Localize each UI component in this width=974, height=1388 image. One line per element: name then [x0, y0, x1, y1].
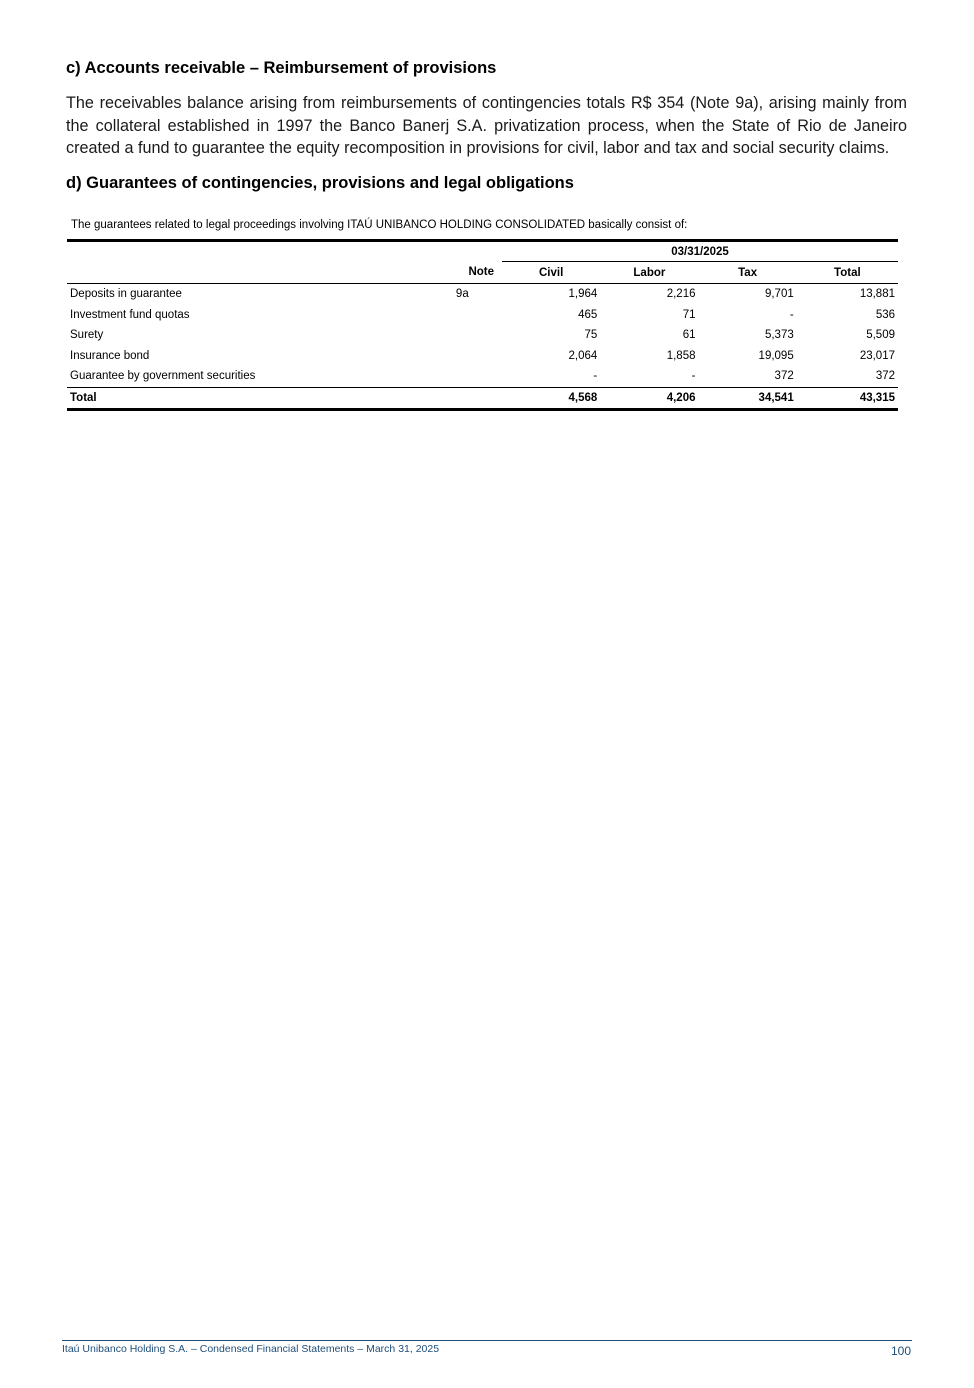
- row-tax: 372: [774, 370, 794, 383]
- table-header-row: [67, 262, 898, 284]
- row-total: 536: [875, 308, 895, 321]
- row-civil: 465: [578, 308, 598, 321]
- table-total-row: [67, 387, 898, 409]
- row-labor: 2,216: [666, 288, 696, 301]
- table-row: [67, 346, 898, 367]
- footer-divider: [62, 1340, 912, 1341]
- row-total: 13,881: [859, 288, 895, 301]
- page-number: 100: [890, 1344, 911, 1358]
- total-label: Total: [67, 387, 453, 409]
- row-tax: -: [789, 308, 794, 321]
- guarantees-table: [67, 239, 898, 411]
- row-civil: -: [593, 370, 598, 383]
- table-date-header: 03/31/2025: [502, 242, 898, 262]
- row-labor: 71: [682, 308, 696, 321]
- row-label: Investment fund quotas: [70, 308, 190, 321]
- row-total: 5,509: [866, 329, 895, 342]
- row-civil: 2,064: [568, 349, 598, 362]
- header-note: Note: [453, 262, 502, 284]
- table-row: [67, 305, 898, 326]
- row-civil: 1,964: [568, 288, 598, 301]
- table-row: [67, 284, 898, 305]
- total-note-blank: [453, 387, 502, 409]
- section-d-heading: d) Guarantees of contingencies, provisions and legal obligations: [66, 174, 574, 192]
- table-row: [67, 325, 898, 346]
- row-label: Insurance bond: [70, 349, 150, 362]
- header-total: Total: [797, 262, 898, 284]
- table-date-row: [67, 242, 898, 262]
- header-label-blank: [67, 262, 453, 284]
- row-total: 23,017: [859, 349, 895, 362]
- row-total: 372: [875, 370, 895, 383]
- guarantees-table-container: [67, 239, 898, 411]
- header-labor: Labor: [600, 262, 698, 284]
- row-tax: 5,373: [764, 329, 794, 342]
- footer-text: Itaú Unibanco Holding S.A. – Condensed Financial Statements – March 31, 2025: [62, 1343, 440, 1355]
- row-note: 9a: [455, 288, 469, 301]
- row-label: Surety: [70, 329, 104, 342]
- total-tax: 34,541: [699, 387, 797, 409]
- row-note: [453, 366, 502, 387]
- section-c-heading: c) Accounts receivable – Reimbursement of provisions: [66, 59, 497, 77]
- row-tax: 19,095: [758, 349, 794, 362]
- row-label: Deposits in guarantee: [70, 288, 182, 301]
- table-row: [67, 366, 898, 387]
- row-label: Guarantee by government securities: [70, 370, 256, 383]
- row-tax: 9,701: [764, 288, 794, 301]
- row-civil: 75: [584, 329, 598, 342]
- row-labor: -: [691, 370, 696, 383]
- section-c-paragraph: The receivables balance arising from reimbursements of contingencies totals R$ 354 (Note 9a), arising mainly from the collateral established in 1997 the Banco Banerj S.A. privatization process, when the State of Rio de Janeiro created a fund to guarantee the equity recomposition in provisions for civil, labor and tax and social security claims.: [66, 94, 907, 157]
- row-note: [453, 325, 502, 346]
- header-civil: Civil: [502, 262, 600, 284]
- section-d-intro: The guarantees related to legal proceedings involving ITAÚ UNIBANCO HOLDING CONSOLIDATED basically consist of:: [71, 219, 688, 231]
- total-civil: 4,568: [502, 387, 600, 409]
- header-tax: Tax: [699, 262, 797, 284]
- row-note: [453, 305, 502, 326]
- row-labor: 1,858: [666, 349, 696, 362]
- row-labor: 61: [682, 329, 696, 342]
- row-note: [453, 346, 502, 367]
- total-labor: 4,206: [600, 387, 698, 409]
- total-total: 43,315: [797, 387, 898, 409]
- table-body: [67, 284, 898, 410]
